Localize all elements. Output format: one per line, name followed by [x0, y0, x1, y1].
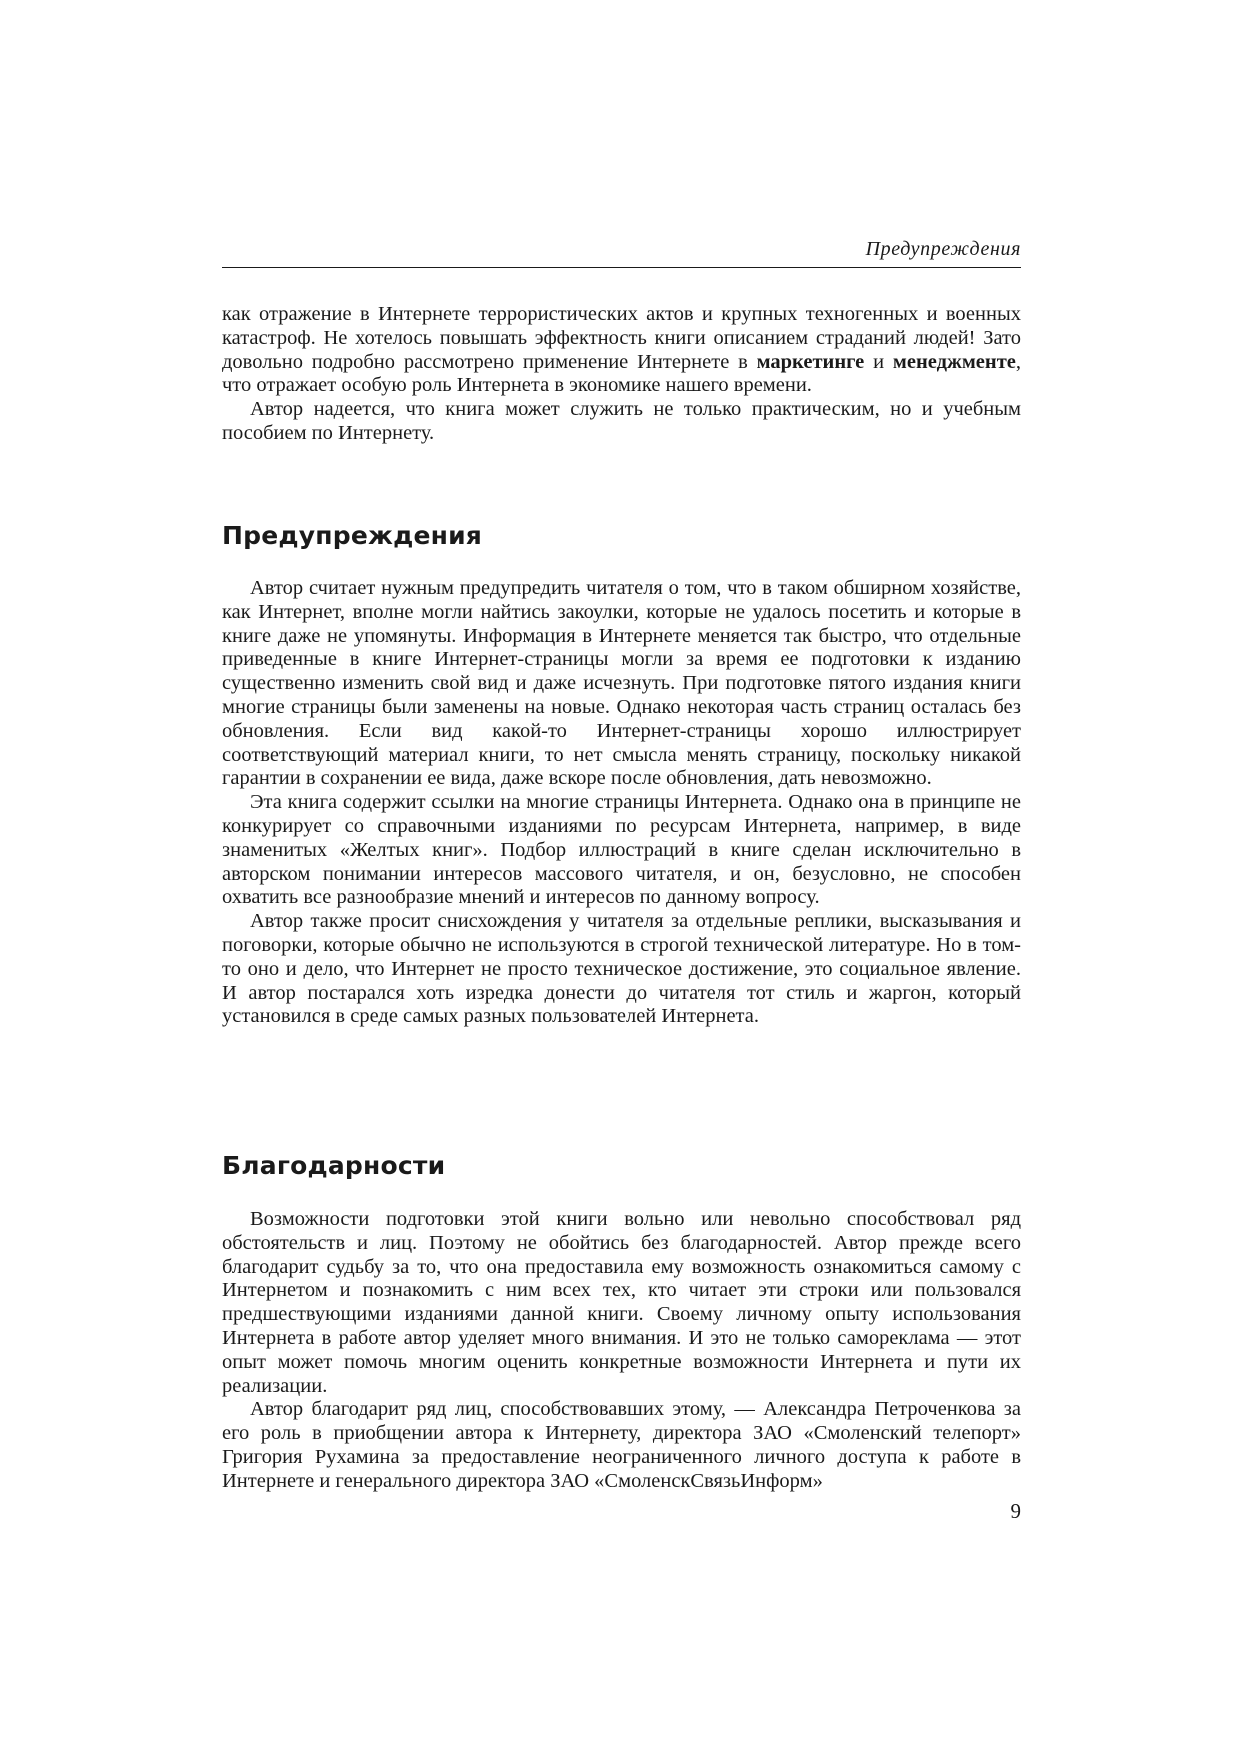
section-title-warnings: Предупреждения [222, 521, 483, 550]
running-head: Предупреждения [865, 238, 1021, 260]
intro-paragraph-1 [222, 303, 1021, 398]
header-rule [222, 267, 1021, 268]
page-number: 9 [1010, 1499, 1021, 1523]
warnings-paragraph-2: Эта книга содержит ссылки на многие страницы Интернета. Однако она в принципе не конкурирует со справочными изданиями по ресурсам Интернета, например, в виде знаменитых «Желтых книг». Подбор иллюстраций в книге сделан исключительно в авторском понимании интересов массового читателя, и он, безусловно, не способен охватить все разнообразие мнений и интересов по данному вопросу. [222, 791, 1021, 909]
intro-text-2: и [864, 350, 893, 373]
bold-term-management: менеджменте [892, 350, 1016, 373]
thanks-paragraph-2: Автор благодарит ряд лиц, способствовавших этому, — Александра Петроченкова за его роль в приобщении автора к Интернету, директора ЗАО «Смоленский телепорт» Григория Рухамина за предоставление неограниченного личного доступа к работе в Интернете и генерального директора ЗАО «СмоленскСвязьИнформ» [222, 1398, 1021, 1492]
thanks-section [222, 1208, 1021, 1494]
section-title-thanks: Благодарности [222, 1151, 446, 1180]
warnings-section [222, 577, 1021, 1029]
warnings-paragraph-3: Автор также просит снисхождения у читателя за отдельные реплики, высказывания и поговорки, которые обычно не используются в строгой технической литературе. Но в том-то оно и дело, что Интернет не просто техническое достижение, это социальное явление. И автор постарался хоть изредка донести до читателя тот стиль и жаргон, который установился в среде самых разных пользователей Интернета. [222, 910, 1021, 1028]
intro-text-1: как отражение в Интернете террористических актов и крупных техногенных и военных катастроф. Не хотелось повышать эффектность книги описанием страданий людей! Зато довольно подробно рассмотрено применение Интернете в [222, 303, 1021, 373]
warnings-paragraph-1: Автор считает нужным предупредить читателя о том, что в таком обширном хозяйстве, как Интернет, вполне могли найтись закоулки, которые не удалось посетить и которые в книге даже не упомянуты. Информация в Интернете меняется так быстро, что отдельные приведенные в книге Интернет-страницы могли за время ее подготовки к изданию существенно изменить свой вид и даже исчезнуть. При подготовке пятого издания книги многие страницы были заменены на новые. Однако некоторая часть страниц осталась без обновления. Если вид какой-то Интернет-страницы хорошо иллюстрирует соответствующий материал книги, то нет смысла менять страницу, поскольку никакой гарантии в сохранении ее вида, даже вскоре после обновления, дать невозможно. [222, 577, 1021, 790]
intro-text-3: , что отражает особую роль Интернета в экономике нашего времени. [222, 350, 1021, 397]
intro-section [222, 303, 1021, 446]
intro-paragraph-2: Автор надеется, что книга может служить не только практическим, но и учебным пособием по Интернету. [222, 398, 1021, 444]
bold-term-marketing: маркетинге [756, 350, 865, 373]
thanks-paragraph-1: Возможности подготовки этой книги вольно или невольно способствовал ряд обстоятельств и лиц. Поэтому не обойтись без благодарностей. Автор прежде всего благодарит судьбу за то, что она предоставила ему возможность ознакомиться самому с Интернетом и познакомить с ним всех тех, кто читает эти строки или пользовался предшествующими изданиями данной книги. Своему личному опыту использования Интернета в работе автор уделяет много внимания. И это не только самореклама — этот опыт может помочь многим оценить конкретные возможности Интернета и пути их реализации. [222, 1208, 1021, 1397]
